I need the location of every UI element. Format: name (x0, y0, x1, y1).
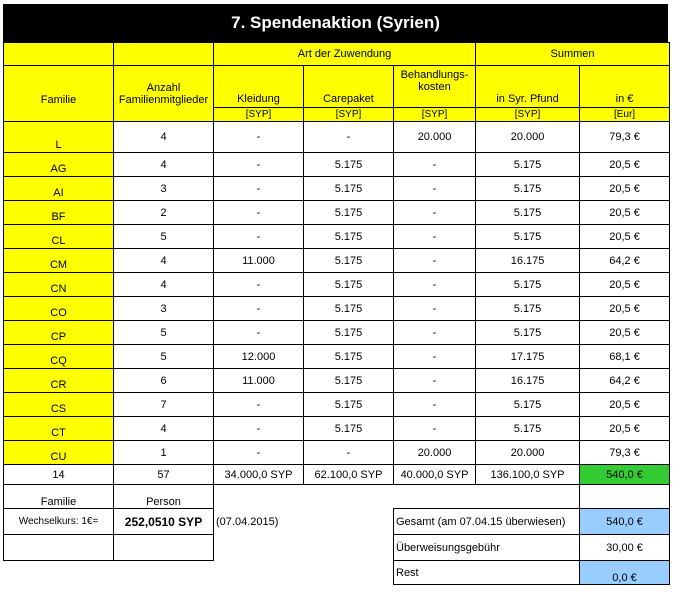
cell-carepaket: 5.175 (304, 225, 394, 249)
header-familie: Familie (4, 66, 114, 108)
cell-syp: 5.175 (476, 321, 580, 345)
wechselkurs-blank (304, 509, 394, 535)
gebuehr-value: 30,00 € (580, 535, 670, 561)
wechselkurs-label: Wechselkurs: 1€= (4, 509, 114, 535)
cell-anzahl: 7 (114, 393, 214, 417)
cell-anzahl: 3 (114, 177, 214, 201)
table-row (4, 393, 670, 417)
unit-behandlung: [SYP] (394, 108, 476, 122)
cell-anzahl: 4 (114, 122, 214, 153)
cell-carepaket: - (304, 441, 394, 465)
cell-syp: 5.175 (476, 153, 580, 177)
cell-eur: 79,3 € (580, 441, 670, 465)
total-carepaket: 62.100,0 SYP (304, 465, 394, 485)
header-kleidung: Kleidung (214, 66, 304, 108)
cell-eur: 20,5 € (580, 177, 670, 201)
cell-kleidung: - (214, 273, 304, 297)
cell-kleidung: 12.000 (214, 345, 304, 369)
cell-behandlung: - (394, 417, 476, 441)
cell-kleidung: - (214, 393, 304, 417)
cell-anzahl: 1 (114, 441, 214, 465)
donation-table (3, 42, 670, 585)
cell-kleidung: - (214, 177, 304, 201)
cell-behandlung: - (394, 321, 476, 345)
cell-eur: 20,5 € (580, 201, 670, 225)
header-anzahl: Anzahl Familienmitglieder (114, 66, 214, 108)
header-behandlungskosten: Behandlungs-kosten (394, 66, 476, 108)
cell-carepaket: 5.175 (304, 369, 394, 393)
cell-anzahl: 5 (114, 345, 214, 369)
gesamt-label: Gesamt (am 07.04.15 überwiesen) (394, 509, 580, 535)
header-in-eur: in € (580, 66, 670, 108)
cell-familie: L (4, 122, 114, 153)
rest-blank-2 (114, 561, 214, 585)
cell-behandlung: - (394, 201, 476, 225)
total-familie: 14 (4, 465, 114, 485)
rest-blank-4 (304, 561, 394, 585)
cell-syp: 16.175 (476, 249, 580, 273)
cell-syp: 5.175 (476, 297, 580, 321)
cell-carepaket: 5.175 (304, 321, 394, 345)
cell-eur: 20,5 € (580, 321, 670, 345)
table-row (4, 177, 670, 201)
gebuehr-blank-4 (304, 535, 394, 561)
cell-eur: 20,5 € (580, 225, 670, 249)
table-row (4, 122, 670, 153)
summary-familie-label: Familie (4, 485, 114, 509)
cell-behandlung: - (394, 249, 476, 273)
cell-syp: 20.000 (476, 441, 580, 465)
cell-syp: 5.175 (476, 177, 580, 201)
table-row (4, 273, 670, 297)
cell-familie: CS (4, 393, 114, 417)
unit-eur: [Eur] (580, 108, 670, 122)
cell-kleidung: - (214, 321, 304, 345)
cell-familie: CP (4, 321, 114, 345)
cell-syp: 5.175 (476, 393, 580, 417)
summary-blank-a (214, 485, 304, 509)
wechselkurs-date: (07.04.2015) (214, 509, 304, 535)
summary-blank-b (304, 485, 394, 509)
cell-syp: 5.175 (476, 417, 580, 441)
cell-eur: 20,5 € (580, 273, 670, 297)
cell-carepaket: 5.175 (304, 345, 394, 369)
cell-kleidung: - (214, 417, 304, 441)
cell-behandlung: 20.000 (394, 122, 476, 153)
gebuehr-blank-2 (114, 535, 214, 561)
unit-carepaket: [SYP] (304, 108, 394, 122)
header-summen: Summen (476, 43, 670, 66)
cell-familie: CU (4, 441, 114, 465)
gebuehr-label: Überweisungsgebühr (394, 535, 580, 561)
cell-eur: 64,2 € (580, 249, 670, 273)
cell-kleidung: - (214, 297, 304, 321)
total-kleidung: 34.000,0 SYP (214, 465, 304, 485)
header-corner-2 (114, 43, 214, 66)
cell-anzahl: 5 (114, 225, 214, 249)
page-title: 7. Spendenaktion (Syrien) (3, 4, 668, 42)
total-eur: 540,0 € (580, 465, 670, 485)
header-in-syp: in Syr. Pfund (476, 66, 580, 108)
header-carepaket: Carepaket (304, 66, 394, 108)
cell-eur: 20,5 € (580, 393, 670, 417)
cell-carepaket: 5.175 (304, 177, 394, 201)
cell-syp: 5.175 (476, 225, 580, 249)
summary-blank-d (476, 485, 580, 509)
cell-behandlung: - (394, 225, 476, 249)
rest-blank-1 (4, 561, 114, 585)
cell-eur: 64,2 € (580, 369, 670, 393)
table-row (4, 249, 670, 273)
cell-eur: 20,5 € (580, 417, 670, 441)
cell-syp: 5.175 (476, 273, 580, 297)
summary-blank-c (394, 485, 476, 509)
cell-kleidung: - (214, 441, 304, 465)
cell-familie: CM (4, 249, 114, 273)
cell-carepaket: 5.175 (304, 393, 394, 417)
cell-carepaket: 5.175 (304, 417, 394, 441)
unit-kleidung: [SYP] (214, 108, 304, 122)
wechselkurs-value: 252,0510 SYP (114, 509, 214, 535)
cell-familie: BF (4, 201, 114, 225)
total-behandlung: 40.000,0 SYP (394, 465, 476, 485)
cell-syp: 16.175 (476, 369, 580, 393)
cell-familie: CO (4, 297, 114, 321)
table-row (4, 369, 670, 393)
header-corner (4, 43, 114, 66)
unit-blank-2 (114, 108, 214, 122)
cell-familie: AG (4, 153, 114, 177)
cell-eur: 68,1 € (580, 345, 670, 369)
cell-kleidung: - (214, 225, 304, 249)
cell-kleidung: 11.000 (214, 249, 304, 273)
header-art-der-zuwendung: Art der Zuwendung (214, 43, 476, 66)
summary-blank-e (580, 485, 670, 509)
cell-anzahl: 4 (114, 417, 214, 441)
cell-anzahl: 4 (114, 249, 214, 273)
cell-behandlung: - (394, 153, 476, 177)
cell-familie: CN (4, 273, 114, 297)
cell-kleidung: - (214, 122, 304, 153)
cell-behandlung: - (394, 297, 476, 321)
cell-syp: 20.000 (476, 122, 580, 153)
cell-anzahl: 4 (114, 153, 214, 177)
cell-carepaket: 5.175 (304, 273, 394, 297)
unit-syp: [SYP] (476, 108, 580, 122)
summary-person-label: Person (114, 485, 214, 509)
cell-kleidung: 11.000 (214, 369, 304, 393)
table-row (4, 417, 670, 441)
table-row (4, 225, 670, 249)
cell-familie: AI (4, 177, 114, 201)
rest-label: Rest (394, 561, 580, 585)
table-row (4, 441, 670, 465)
cell-behandlung: - (394, 345, 476, 369)
table-row (4, 201, 670, 225)
cell-eur: 79,3 € (580, 122, 670, 153)
cell-behandlung: - (394, 393, 476, 417)
cell-carepaket: 5.175 (304, 297, 394, 321)
gebuehr-blank-3 (214, 535, 304, 561)
cell-eur: 20,5 € (580, 153, 670, 177)
cell-behandlung: 20.000 (394, 441, 476, 465)
cell-anzahl: 3 (114, 297, 214, 321)
cell-familie: CT (4, 417, 114, 441)
table-row (4, 321, 670, 345)
cell-behandlung: - (394, 369, 476, 393)
cell-behandlung: - (394, 273, 476, 297)
cell-anzahl: 2 (114, 201, 214, 225)
cell-syp: 17.175 (476, 345, 580, 369)
cell-carepaket: 5.175 (304, 153, 394, 177)
gebuehr-blank-1 (4, 535, 114, 561)
cell-eur: 20,5 € (580, 297, 670, 321)
cell-carepaket: 5.175 (304, 249, 394, 273)
rest-blank-3 (214, 561, 304, 585)
cell-carepaket: 5.175 (304, 201, 394, 225)
cell-familie: CL (4, 225, 114, 249)
cell-behandlung: - (394, 177, 476, 201)
cell-kleidung: - (214, 201, 304, 225)
table-row (4, 297, 670, 321)
cell-familie: CQ (4, 345, 114, 369)
unit-blank-1 (4, 108, 114, 122)
table-row (4, 345, 670, 369)
cell-kleidung: - (214, 153, 304, 177)
table-row (4, 153, 670, 177)
gesamt-value: 540,0 € (580, 509, 670, 535)
cell-familie: CR (4, 369, 114, 393)
cell-carepaket: - (304, 122, 394, 153)
cell-syp: 5.175 (476, 201, 580, 225)
cell-anzahl: 6 (114, 369, 214, 393)
cell-anzahl: 5 (114, 321, 214, 345)
cell-anzahl: 4 (114, 273, 214, 297)
total-anzahl: 57 (114, 465, 214, 485)
rest-value: 0,0 € (580, 561, 670, 585)
total-syp: 136.100,0 SYP (476, 465, 580, 485)
